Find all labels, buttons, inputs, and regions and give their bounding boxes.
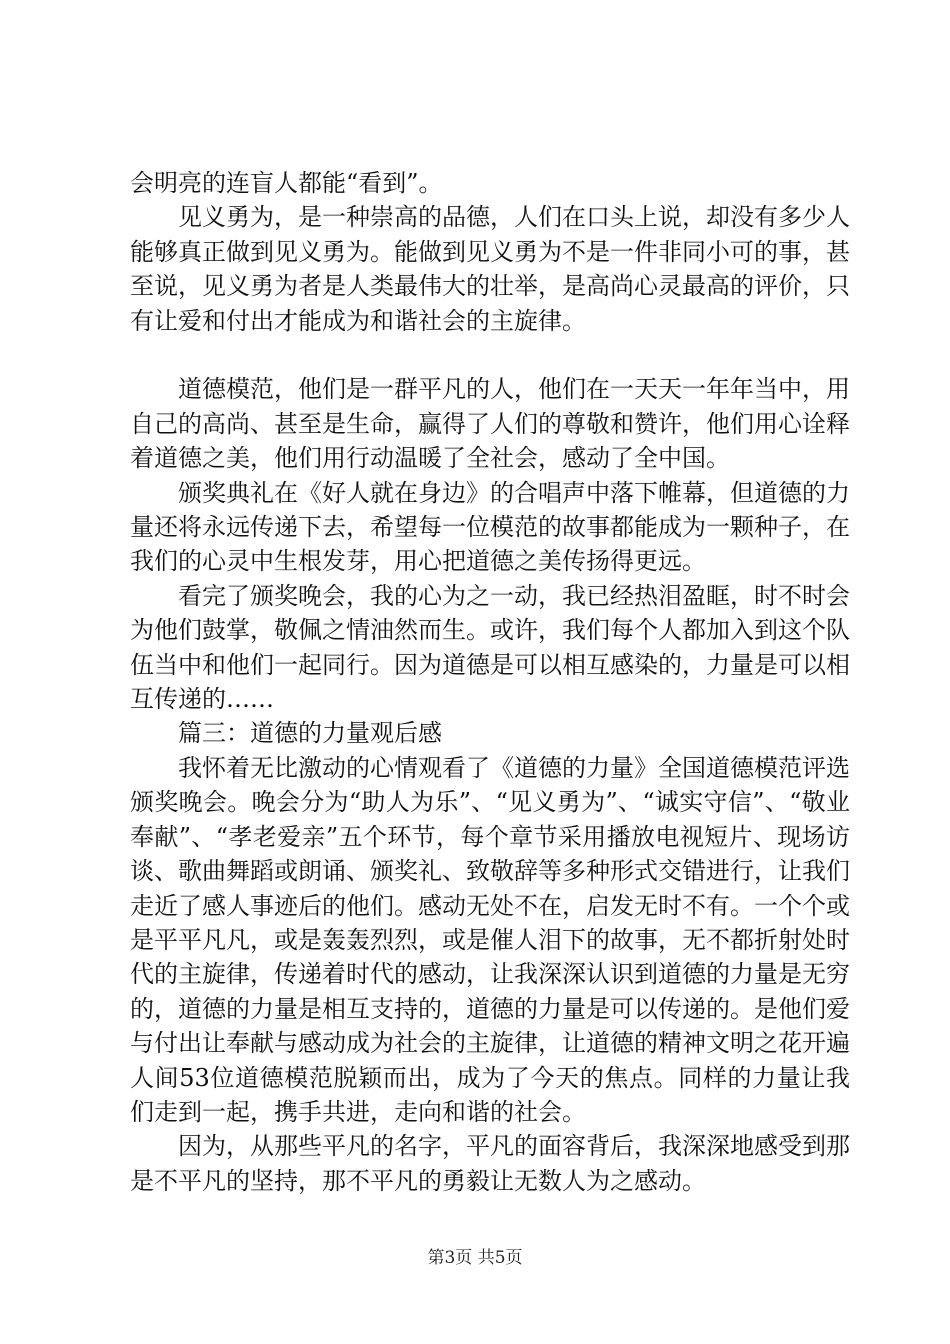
page-footer: 第3页 共5页: [427, 1248, 523, 1268]
paragraph: 看完了颁奖晚会，我的心为之一动，我已经热泪盈眶，时不时会为他们鼓掌，敬佩之情油然而生。或许，我们每个人都加入到这个队伍当中和他们一起同行。因为道德是可以相互感染的，力量是可以相互传递的……: [130, 581, 850, 714]
paragraph-spacer: [130, 338, 850, 372]
paragraph: 因为，从那些平凡的名字，平凡的面容背后，我深深地感受到那是不平凡的坚持，那不平凡的勇毅让无数人为之感动。: [130, 1132, 850, 1195]
paragraph: 道德模范，他们是一群平凡的人，他们在一天天一年年当中，用自己的高尚、甚至是生命，赢得了人们的尊敬和赞许，他们用心诠释着道德之美，他们用行动温暖了全社会，感动了全中国。: [130, 375, 850, 473]
paragraph: 会明亮的连盲人都能“看到”。: [130, 169, 443, 197]
paragraph: 颁奖典礼在《好人就在身边》的合唱声中落下帷幕，但道德的力量还将永远传递下去，希望每一位模范的故事都能成为一颗种子，在我们的心灵中生根发芽，用心把道德之美传扬得更远。: [130, 478, 850, 576]
section-heading: 篇三：道德的力量观后感: [178, 719, 442, 748]
paragraph: 我怀着无比激动的心情观看了《道德的力量》全国道德模范评选颁奖晚会。晚会分为“助人为乐”、“见义勇为”、“诚实守信”、“敬业奉献”、“孝老爱亲”五个环节，每个章节采用播放电视短片、现场访谈、歌曲舞蹈或朗诵、颁奖礼、致敬辞等多种形式交错进行，让我们走近了感人事迹后的他们。感动无处不在，启发无时不有。一个个或是平平凡凡，或是轰轰烈烈，或是催人泪下的故事，无不都折射处时代的主旋律，传递着时代的感动，让我深深认识到道德的力量是无穷的，道德的力量是相互支持的，道德的力量是可以传递的。是他们爱与付出让奉献与感动成为社会的主旋律，让道德的精神文明之花开遍人间53位道德模范脱颖而出，成为了今天的焦点。同样的力量让我们走到一起，携手共进，走向和谐的社会。: [130, 753, 850, 1126]
document-body: [130, 166, 850, 1198]
paragraph: 见义勇为，是一种崇高的品德，人们在口头上说，却没有多少人能够真正做到见义勇为。能做到见义勇为不是一件非同小可的事，甚至说，见义勇为者是人类最伟大的壮举，是高尚心灵最高的评价，只有让爱和付出才能成为和谐社会的主旋律。: [130, 203, 850, 335]
